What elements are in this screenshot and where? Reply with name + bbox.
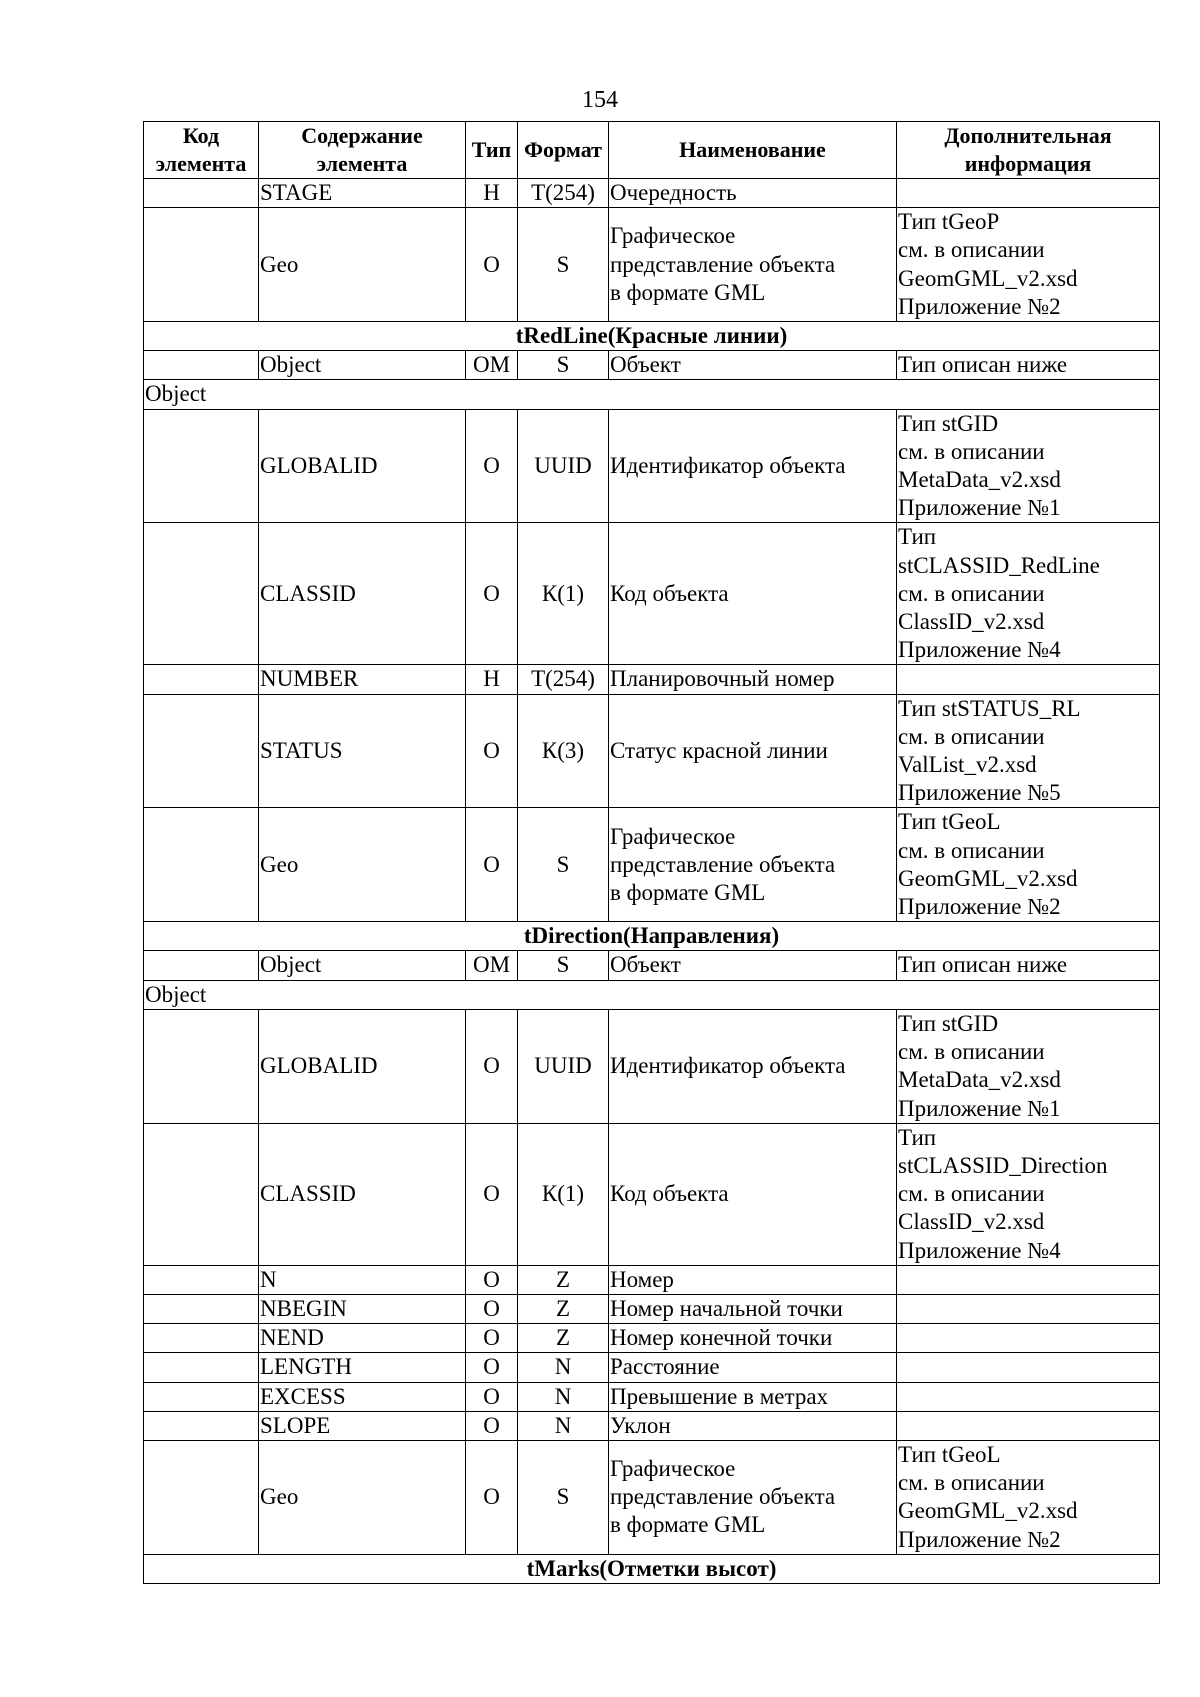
table-row	[144, 1382, 1160, 1411]
cell-name: Номер конечной точки	[609, 1324, 897, 1353]
object-label-row	[144, 980, 1160, 1009]
cell-element-content: LENGTH	[259, 1353, 466, 1382]
table-row	[144, 208, 1160, 322]
cell-format: UUID	[518, 1009, 609, 1123]
cell-element-code	[144, 694, 259, 808]
cell-format: Z	[518, 1294, 609, 1323]
cell-format: S	[518, 351, 609, 380]
cell-additional-info	[897, 179, 1160, 208]
cell-additional-info: Тип tGeoL см. в описании GeomGML_v2.xsd Приложение №2	[897, 808, 1160, 922]
table-row	[144, 409, 1160, 523]
section-title: tMarks(Отметки высот)	[144, 1554, 1160, 1583]
cell-additional-info	[897, 1382, 1160, 1411]
cell-name: Расстояние	[609, 1353, 897, 1382]
table-body	[144, 179, 1160, 1584]
cell-element-code	[144, 1353, 259, 1382]
cell-element-code	[144, 523, 259, 665]
specification-table	[143, 121, 1160, 1584]
table-row	[144, 1294, 1160, 1323]
cell-type: О	[466, 1411, 518, 1440]
table-row	[144, 351, 1160, 380]
cell-type: Н	[466, 665, 518, 694]
table-row	[144, 1123, 1160, 1265]
cell-additional-info	[897, 1265, 1160, 1294]
cell-type: Н	[466, 179, 518, 208]
cell-element-content: N	[259, 1265, 466, 1294]
table-row	[144, 665, 1160, 694]
cell-element-code	[144, 1440, 259, 1554]
cell-type: О	[466, 1294, 518, 1323]
cell-type: О	[466, 1265, 518, 1294]
section-title: tDirection(Направления)	[144, 922, 1160, 951]
cell-type: О	[466, 208, 518, 322]
cell-name: Объект	[609, 351, 897, 380]
cell-name: Планировочный номер	[609, 665, 897, 694]
cell-element-code	[144, 208, 259, 322]
cell-name: Номер начальной точки	[609, 1294, 897, 1323]
cell-element-code	[144, 1009, 259, 1123]
cell-type: ОМ	[466, 951, 518, 980]
cell-element-code	[144, 808, 259, 922]
cell-element-code	[144, 1294, 259, 1323]
cell-element-content: GLOBALID	[259, 1009, 466, 1123]
cell-format: S	[518, 808, 609, 922]
section-header-row	[144, 322, 1160, 351]
table-row	[144, 1009, 1160, 1123]
cell-type: О	[466, 1009, 518, 1123]
page-number: 154	[582, 87, 618, 113]
cell-element-content: NBEGIN	[259, 1294, 466, 1323]
section-title: tRedLine(Красные линии)	[144, 322, 1160, 351]
cell-additional-info: Тип stCLASSID_Direction см. в описании ClassID_v2.xsd Приложение №4	[897, 1123, 1160, 1265]
cell-element-content: Geo	[259, 208, 466, 322]
cell-element-code	[144, 179, 259, 208]
cell-additional-info: Тип tGeoP см. в описании GeomGML_v2.xsd Приложение №2	[897, 208, 1160, 322]
cell-additional-info	[897, 1353, 1160, 1382]
cell-element-code	[144, 409, 259, 523]
object-label-row	[144, 380, 1160, 409]
cell-element-code	[144, 1265, 259, 1294]
cell-element-content: GLOBALID	[259, 409, 466, 523]
header-element-content: Содержание элемента	[259, 122, 466, 179]
cell-format: Т(254)	[518, 179, 609, 208]
cell-format: Т(254)	[518, 665, 609, 694]
table-row	[144, 1440, 1160, 1554]
table-row	[144, 523, 1160, 665]
cell-element-content: Geo	[259, 1440, 466, 1554]
cell-additional-info: Тип stGID см. в описании MetaData_v2.xsd Приложение №1	[897, 1009, 1160, 1123]
cell-format: К(1)	[518, 1123, 609, 1265]
cell-additional-info	[897, 1294, 1160, 1323]
cell-element-content: CLASSID	[259, 1123, 466, 1265]
cell-additional-info: Тип stCLASSID_RedLine см. в описании ClassID_v2.xsd Приложение №4	[897, 523, 1160, 665]
cell-type: О	[466, 1382, 518, 1411]
object-label: Object	[144, 980, 1160, 1009]
table-row	[144, 1411, 1160, 1440]
header-name: Наименование	[609, 122, 897, 179]
cell-format: К(3)	[518, 694, 609, 808]
cell-format: К(1)	[518, 523, 609, 665]
cell-name: Уклон	[609, 1411, 897, 1440]
cell-additional-info: Тип stSTATUS_RL см. в описании ValList_v2.xsd Приложение №5	[897, 694, 1160, 808]
cell-format: Z	[518, 1324, 609, 1353]
cell-additional-info: Тип описан ниже	[897, 951, 1160, 980]
cell-format: N	[518, 1382, 609, 1411]
cell-element-code	[144, 351, 259, 380]
cell-element-code	[144, 1411, 259, 1440]
cell-name: Превышение в метрах	[609, 1382, 897, 1411]
cell-element-content: Geo	[259, 808, 466, 922]
cell-type: О	[466, 808, 518, 922]
cell-element-code	[144, 951, 259, 980]
object-label: Object	[144, 380, 1160, 409]
cell-name: Очередность	[609, 179, 897, 208]
cell-name: Код объекта	[609, 523, 897, 665]
cell-element-content: STATUS	[259, 694, 466, 808]
cell-element-code	[144, 665, 259, 694]
cell-additional-info: Тип tGeoL см. в описании GeomGML_v2.xsd Приложение №2	[897, 1440, 1160, 1554]
cell-name: Статус красной линии	[609, 694, 897, 808]
cell-type: ОМ	[466, 351, 518, 380]
cell-format: S	[518, 1440, 609, 1554]
cell-format: S	[518, 208, 609, 322]
cell-element-code	[144, 1324, 259, 1353]
cell-name: Графическое представление объекта в формате GML	[609, 208, 897, 322]
section-header-row	[144, 922, 1160, 951]
cell-format: N	[518, 1411, 609, 1440]
table-row	[144, 694, 1160, 808]
cell-format: N	[518, 1353, 609, 1382]
cell-format: UUID	[518, 409, 609, 523]
cell-type: О	[466, 1123, 518, 1265]
cell-element-content: EXCESS	[259, 1382, 466, 1411]
cell-type: О	[466, 1324, 518, 1353]
table-row	[144, 951, 1160, 980]
cell-additional-info	[897, 665, 1160, 694]
cell-format: Z	[518, 1265, 609, 1294]
cell-format: S	[518, 951, 609, 980]
cell-type: О	[466, 694, 518, 808]
cell-element-content: NUMBER	[259, 665, 466, 694]
table-row	[144, 1353, 1160, 1382]
cell-name: Номер	[609, 1265, 897, 1294]
cell-element-content: CLASSID	[259, 523, 466, 665]
cell-name: Идентификатор объекта	[609, 409, 897, 523]
cell-type: О	[466, 409, 518, 523]
cell-element-content: SLOPE	[259, 1411, 466, 1440]
table-row	[144, 1265, 1160, 1294]
header-element-code: Код элемента	[144, 122, 259, 179]
table-row	[144, 179, 1160, 208]
cell-name: Графическое представление объекта в формате GML	[609, 808, 897, 922]
cell-name: Идентификатор объекта	[609, 1009, 897, 1123]
cell-name: Объект	[609, 951, 897, 980]
cell-element-content: NEND	[259, 1324, 466, 1353]
header-format: Формат	[518, 122, 609, 179]
cell-type: О	[466, 1353, 518, 1382]
header-additional-info: Дополнительная информация	[897, 122, 1160, 179]
cell-name: Графическое представление объекта в формате GML	[609, 1440, 897, 1554]
cell-type: О	[466, 1440, 518, 1554]
table-row	[144, 1324, 1160, 1353]
cell-additional-info: Тип описан ниже	[897, 351, 1160, 380]
header-type: Тип	[466, 122, 518, 179]
cell-element-code	[144, 1123, 259, 1265]
section-header-row	[144, 1554, 1160, 1583]
table-header-row	[144, 122, 1160, 179]
cell-element-code	[144, 1382, 259, 1411]
cell-element-content: Object	[259, 951, 466, 980]
cell-additional-info	[897, 1324, 1160, 1353]
cell-additional-info	[897, 1411, 1160, 1440]
cell-name: Код объекта	[609, 1123, 897, 1265]
cell-additional-info: Тип stGID см. в описании MetaData_v2.xsd Приложение №1	[897, 409, 1160, 523]
cell-element-content: STAGE	[259, 179, 466, 208]
cell-type: О	[466, 523, 518, 665]
cell-element-content: Object	[259, 351, 466, 380]
table-row	[144, 808, 1160, 922]
